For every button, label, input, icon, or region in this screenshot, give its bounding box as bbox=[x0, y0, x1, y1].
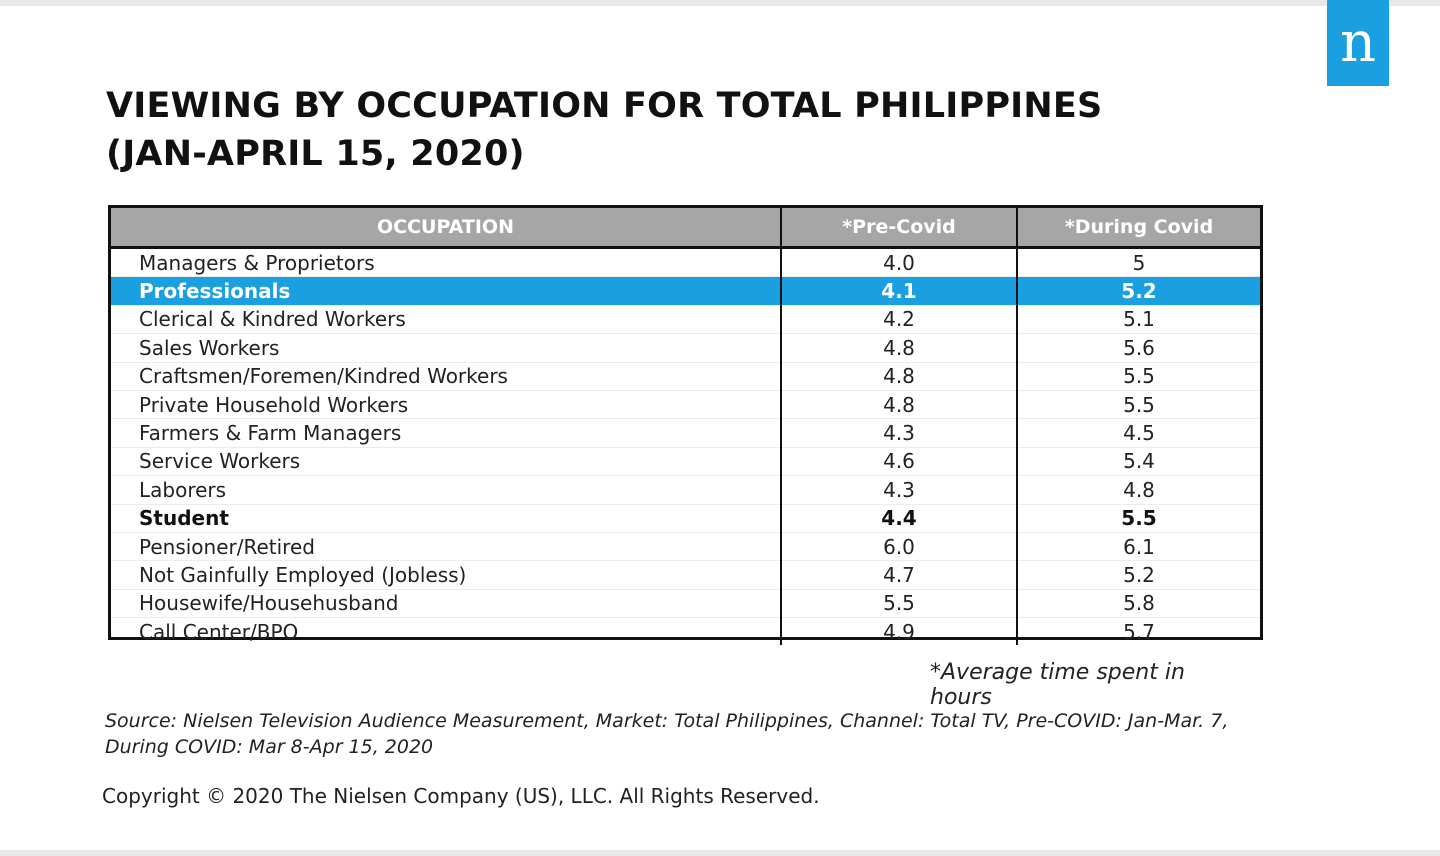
occupation-cell: Pensioner/Retired bbox=[111, 532, 781, 560]
source-note: Source: Nielsen Television Audience Measurement, Market: Total Philippines, Channel: Total TV, Pre-COVID: Jan-Mar. 7, During COVID: Mar 8-Apr 15, 2020 bbox=[105, 710, 1229, 758]
during-covid-cell: 5.7 bbox=[1017, 618, 1260, 646]
during-covid-cell: 5 bbox=[1017, 248, 1260, 277]
occupation-cell: Farmers & Farm Managers bbox=[111, 419, 781, 447]
pre-covid-cell: 4.6 bbox=[781, 447, 1017, 475]
during-covid-cell: 5.8 bbox=[1017, 589, 1260, 617]
occupation-cell: Private Household Workers bbox=[111, 390, 781, 418]
table-row bbox=[111, 618, 1260, 646]
table-row bbox=[111, 476, 1260, 504]
unit-note: *Average time spent in hours bbox=[930, 660, 1185, 710]
table-row bbox=[111, 390, 1260, 418]
table-row bbox=[111, 504, 1260, 532]
pre-covid-cell: 4.9 bbox=[781, 618, 1017, 646]
occupation-table bbox=[111, 208, 1260, 645]
pre-covid-cell: 4.3 bbox=[781, 476, 1017, 504]
during-covid-cell: 6.1 bbox=[1017, 532, 1260, 560]
occupation-cell: Not Gainfully Employed (Jobless) bbox=[111, 561, 781, 589]
during-covid-cell: 5.5 bbox=[1017, 362, 1260, 390]
column-header-occupation: OCCUPATION bbox=[111, 208, 781, 248]
pre-covid-cell: 4.2 bbox=[781, 305, 1017, 333]
during-covid-cell: 5.6 bbox=[1017, 334, 1260, 362]
pre-covid-cell: 4.8 bbox=[781, 390, 1017, 418]
occupation-cell: Housewife/Househusband bbox=[111, 589, 781, 617]
during-covid-cell: 5.2 bbox=[1017, 277, 1260, 305]
table-row bbox=[111, 277, 1260, 305]
table-row bbox=[111, 589, 1260, 617]
pre-covid-cell: 4.0 bbox=[781, 248, 1017, 277]
table-header-row bbox=[111, 208, 1260, 248]
pre-covid-cell: 4.8 bbox=[781, 362, 1017, 390]
bottom-border bbox=[0, 850, 1440, 856]
table-row bbox=[111, 248, 1260, 277]
table-row bbox=[111, 362, 1260, 390]
occupation-cell: Craftsmen/Foremen/Kindred Workers bbox=[111, 362, 781, 390]
copyright-text: Copyright © 2020 The Nielsen Company (US), LLC. All Rights Reserved. bbox=[102, 784, 820, 808]
pre-covid-cell: 4.3 bbox=[781, 419, 1017, 447]
during-covid-cell: 5.5 bbox=[1017, 390, 1260, 418]
during-covid-cell: 4.5 bbox=[1017, 419, 1260, 447]
occupation-table-frame bbox=[108, 205, 1263, 644]
pre-covid-cell: 4.8 bbox=[781, 334, 1017, 362]
during-covid-cell: 5.4 bbox=[1017, 447, 1260, 475]
nielsen-logo-icon: n bbox=[1327, 0, 1389, 86]
occupation-cell: Student bbox=[111, 504, 781, 532]
table-row bbox=[111, 334, 1260, 362]
occupation-cell: Clerical & Kindred Workers bbox=[111, 305, 781, 333]
table-row bbox=[111, 561, 1260, 589]
occupation-cell: Service Workers bbox=[111, 447, 781, 475]
top-border bbox=[0, 0, 1440, 6]
pre-covid-cell: 4.7 bbox=[781, 561, 1017, 589]
occupation-cell: Laborers bbox=[111, 476, 781, 504]
table-row bbox=[111, 419, 1260, 447]
table-row bbox=[111, 532, 1260, 560]
column-header-pre-covid: *Pre-Covid bbox=[781, 208, 1017, 248]
pre-covid-cell: 4.1 bbox=[781, 277, 1017, 305]
during-covid-cell: 5.1 bbox=[1017, 305, 1260, 333]
occupation-cell: Professionals bbox=[111, 277, 781, 305]
occupation-cell: Call Center/BPO bbox=[139, 619, 299, 644]
occupation-cell: Managers & Proprietors bbox=[111, 248, 781, 277]
page-title bbox=[106, 82, 1206, 178]
title-line-1: VIEWING BY OCCUPATION FOR TOTAL PHILIPPINES bbox=[106, 86, 1103, 126]
during-covid-cell: 5.5 bbox=[1017, 504, 1260, 532]
column-header-during-covid: *During Covid bbox=[1017, 208, 1260, 248]
pre-covid-cell: 5.5 bbox=[781, 589, 1017, 617]
table-row bbox=[111, 447, 1260, 475]
table-body bbox=[111, 248, 1260, 646]
during-covid-cell: 5.2 bbox=[1017, 561, 1260, 589]
pre-covid-cell: 4.4 bbox=[781, 504, 1017, 532]
pre-covid-cell: 6.0 bbox=[781, 532, 1017, 560]
during-covid-cell: 4.8 bbox=[1017, 476, 1260, 504]
occupation-cell: Sales Workers bbox=[111, 334, 781, 362]
title-line-2: (JAN-APRIL 15, 2020) bbox=[106, 134, 525, 174]
table-row bbox=[111, 305, 1260, 333]
